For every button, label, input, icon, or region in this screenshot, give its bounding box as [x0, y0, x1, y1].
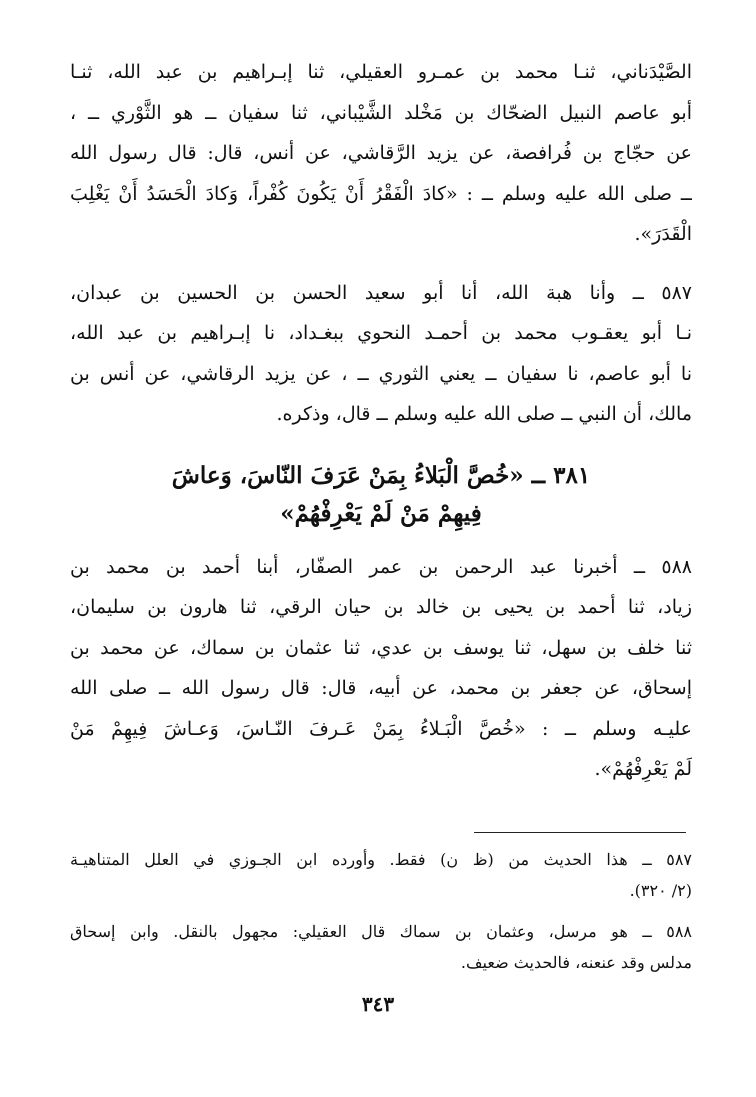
- text-line: الصَّيْدَناني، ثنـا محمد بن عمـرو العقيلي، ثنا إبـراهيم بن عبد الله، ثنـا: [70, 61, 692, 83]
- footnotes: [70, 844, 692, 988]
- text-line: نا أبو عاصم، نا سفيان ــ يعني الثوري ــ ، عن يزيد الرقاشي، عن أنس بن: [70, 362, 692, 385]
- paragraph-hadith-587: [70, 273, 692, 435]
- text-line: لَمْ يَعْرِفْهُمْ».: [594, 758, 692, 780]
- footnote-588: [70, 916, 692, 978]
- text-line: الْقَدَرَ».: [634, 223, 692, 245]
- footnote-line: ٥٨٨ ــ هو مرسل، وعثمان بن سماك قال العقيلي: مجهول بالنقل. وابن إسحاق: [70, 922, 692, 941]
- heading-line: ٣٨١ ــ «خُصَّ الْبَلاءُ بِمَنْ عَرَفَ النّاسَ، وَعاشَ: [171, 461, 591, 489]
- heading-line: فِيهِمْ مَنْ لَمْ يَعْرِفْهُمْ»: [280, 499, 482, 527]
- footnote-line: ٥٨٧ ــ هذا الحديث من (ظ ن) فقط. وأورده ابن الجـوزي في العلل المتناهيـة: [70, 850, 692, 869]
- footnote-line: (٢/ ٣٢٠).: [629, 881, 692, 900]
- text-line: عليـه وسلم ــ : «خُصَّ الْبَـلاءُ بِمَنْ عَـرفَ النّـاسَ، وَعـاشَ فِيهِمْ مَنْ: [70, 717, 692, 740]
- footnote-divider: [474, 832, 686, 833]
- paragraph-hadith-588: [70, 547, 692, 790]
- page-number: ٣٤٣: [361, 992, 395, 1016]
- footnote-587: [70, 844, 692, 906]
- text-line: عن حجّاج بن فُرافصة، عن يزيد الرَّقاشي، عن أنس، قال: قال رسول الله: [70, 142, 692, 164]
- text-line: ٥٨٧ ــ وأنا هبة الله، أنا أبو سعيد الحسن بن الحسين بن عبدان،: [70, 281, 692, 304]
- text-line: ــ صلى الله عليه وسلم ــ : «كادَ الْفَقْرُ أَنْ يَكُونَ كُفْراً، وَكادَ الْحَسَدُ أَنْ يَغْلِبَ: [70, 182, 692, 205]
- text-line: ثنا خلف بن سهل، ثنا يوسف بن عدي، ثنا عثمان بن سماك، عن محمد بن: [70, 636, 692, 659]
- paragraph-continuation: [70, 52, 692, 255]
- text-line: إسحاق، عن جعفر بن محمد، عن أبيه، قال: قال رسول الله ــ صلى الله: [70, 677, 692, 699]
- footnote-line: مدلس وقد عنعنه، فالحديث ضعيف.: [460, 953, 692, 972]
- text-line: ٥٨٨ ــ أخبرنا عبد الرحمن بن عمر الصفّار، أبنا أحمد بن محمد بن: [70, 555, 692, 578]
- text-line: نـا أبو يعقـوب محمد بن أحمـد النحوي ببغـداد، نا إبـراهيم بن عبد الله،: [70, 322, 692, 344]
- text-line: زياد، ثنا أحمد بن يحيى بن خالد بن حيان الرقي، ثنا هارون بن سليمان،: [70, 596, 692, 618]
- page-body: [70, 52, 692, 790]
- text-line: أبو عاصم النبيل الضحّاك بن مَخْلد الشَّيْباني، ثنا سفيان ــ هو الثَّوْري ــ ،: [70, 101, 692, 124]
- text-line: مالك، أن النبي ــ صلى الله عليه وسلم ــ قال، وذكره.: [276, 403, 692, 425]
- section-heading-381: [70, 457, 692, 533]
